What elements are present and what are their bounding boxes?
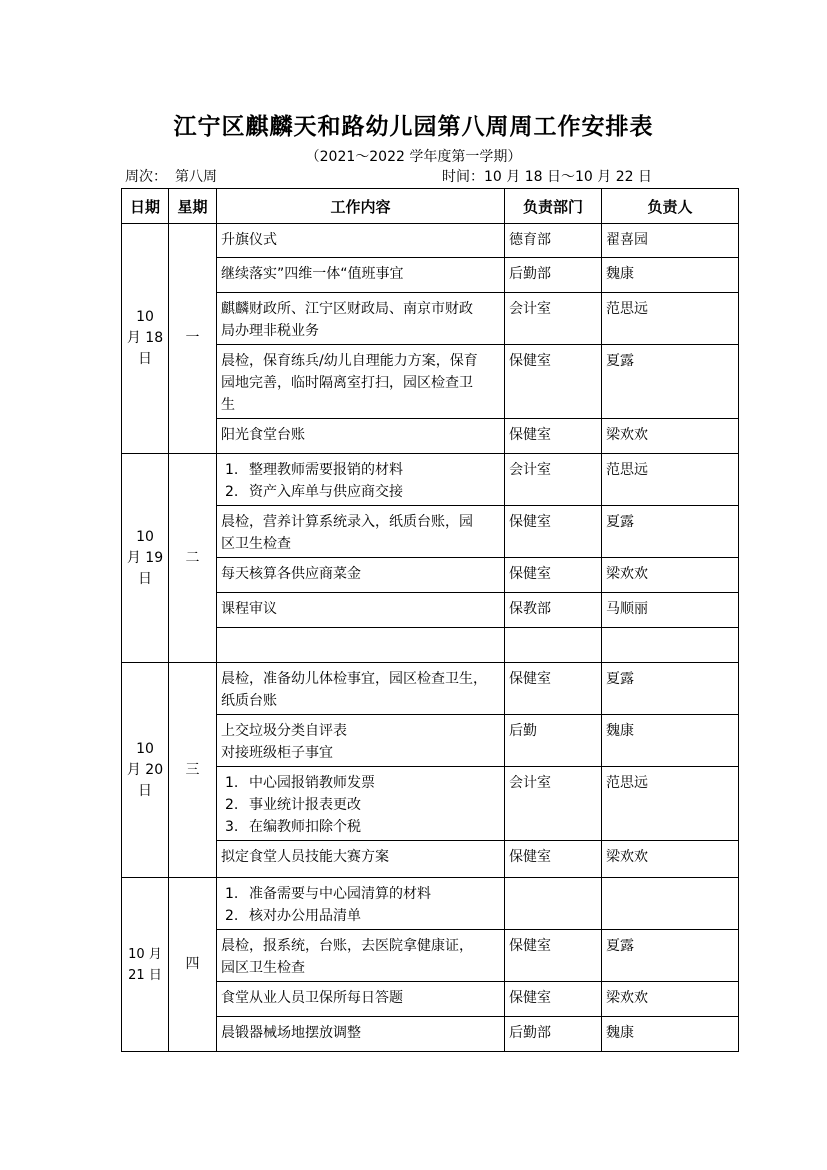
item-text: 中心园报销教师发票 (249, 775, 375, 791)
content-line: 纸质台账 (221, 693, 277, 709)
numbered-item (221, 481, 502, 503)
person-cell (602, 878, 739, 930)
content-cell (217, 930, 505, 982)
person-cell: 范思远 (602, 293, 739, 345)
content-cell (217, 841, 505, 878)
department-cell: 后勤部 (505, 258, 602, 293)
header-person: 负责人 (602, 189, 739, 224)
date-line: 10 (136, 740, 154, 757)
table-body (122, 224, 739, 1052)
content-cell (217, 628, 505, 663)
department-cell (505, 628, 602, 663)
header-department: 负责部门 (505, 189, 602, 224)
department-cell: 后勤 (505, 715, 602, 767)
content-line: 生 (221, 397, 235, 413)
content-cell (217, 293, 505, 345)
department-cell: 保健室 (505, 982, 602, 1017)
person-cell: 翟喜园 (602, 224, 739, 258)
content-cell (217, 419, 505, 454)
content-cell (217, 982, 505, 1017)
content-line: 拟定食堂人员技能大赛方案 (221, 849, 389, 865)
table-row (122, 454, 739, 506)
item-text: 整理教师需要报销的材料 (249, 462, 403, 478)
content-cell (217, 878, 505, 930)
content-line: 晨检，准备幼儿体检事宜，园区检查卫生， (221, 671, 487, 687)
weekday-cell: 一 (169, 224, 217, 454)
date-line: 10 (136, 528, 154, 545)
content-line: 晨锻器械场地摆放调整 (221, 1025, 361, 1041)
person-cell: 夏露 (602, 930, 739, 982)
date-line: 10 月 (128, 946, 162, 962)
week-label: 周次： (125, 169, 167, 185)
content-cell (217, 1017, 505, 1052)
person-cell: 范思远 (602, 767, 739, 841)
date-line: 月 18 (126, 330, 164, 346)
header-date: 日期 (122, 189, 169, 224)
content-line: 晨检，保育练兵/幼儿自理能力方案，保育 (221, 353, 478, 369)
person-cell: 夏露 (602, 506, 739, 558)
item-number: 3. (225, 819, 239, 835)
person-cell: 梁欢欢 (602, 841, 739, 878)
numbered-item (221, 459, 502, 481)
department-cell: 德育部 (505, 224, 602, 258)
content-line: 区卫生检查 (221, 536, 291, 552)
item-number: 1. (225, 775, 239, 791)
person-cell: 梁欢欢 (602, 558, 739, 593)
department-cell: 会计室 (505, 454, 602, 506)
weekday-cell: 三 (169, 663, 217, 878)
content-line: 课程审议 (221, 601, 277, 617)
content-cell (217, 558, 505, 593)
person-cell: 梁欢欢 (602, 419, 739, 454)
item-number: 1. (225, 462, 239, 478)
department-cell: 保健室 (505, 345, 602, 419)
department-cell: 后勤部 (505, 1017, 602, 1052)
numbered-item (221, 905, 502, 927)
header-weekday: 星期 (169, 189, 217, 224)
person-cell: 范思远 (602, 454, 739, 506)
content-line: 园地完善，临时隔离室打扫，园区检查卫 (221, 375, 473, 391)
time-label: 时间： (442, 169, 484, 185)
week-value: 第八周 (175, 169, 217, 185)
content-cell (217, 506, 505, 558)
department-cell (505, 878, 602, 930)
table-row (122, 878, 739, 930)
content-line: 上交垃圾分类自评表 (221, 723, 347, 739)
table-row (122, 224, 739, 258)
content-cell (217, 593, 505, 628)
item-number: 2. (225, 484, 239, 500)
person-cell: 魏康 (602, 258, 739, 293)
department-cell: 保健室 (505, 930, 602, 982)
content-line: 园区卫生检查 (221, 960, 305, 976)
date-cell (122, 454, 169, 663)
item-text: 在编教师扣除个税 (249, 819, 361, 835)
person-cell: 魏康 (602, 1017, 739, 1052)
content-cell (217, 663, 505, 715)
item-text: 资产入库单与供应商交接 (249, 484, 403, 500)
content-line: 升旗仪式 (221, 232, 277, 248)
date-line: 日 (138, 351, 152, 367)
content-cell (217, 767, 505, 841)
time-info (442, 166, 652, 186)
time-value: 10 月 18 日～10 月 22 日 (484, 169, 652, 185)
department-cell: 保健室 (505, 506, 602, 558)
schedule-table (121, 188, 739, 1052)
header-content: 工作内容 (217, 189, 505, 224)
numbered-item (221, 883, 502, 905)
content-cell (217, 224, 505, 258)
content-line: 晨检，营养计算系统录入，纸质台账，园 (221, 514, 473, 530)
content-cell (217, 258, 505, 293)
person-cell: 马顺丽 (602, 593, 739, 628)
numbered-item (221, 772, 502, 794)
date-cell (122, 224, 169, 454)
week-info (125, 166, 217, 186)
table-row (122, 663, 739, 715)
department-cell: 会计室 (505, 767, 602, 841)
content-line: 阳光食堂台账 (221, 427, 305, 443)
date-cell (122, 663, 169, 878)
content-cell (217, 715, 505, 767)
content-cell (217, 345, 505, 419)
department-cell: 保健室 (505, 419, 602, 454)
content-line: 食堂从业人员卫保所每日答题 (221, 990, 403, 1006)
person-cell: 魏康 (602, 715, 739, 767)
date-line: 日 (138, 782, 152, 799)
date-line: 月 19 (126, 549, 164, 566)
person-cell: 夏露 (602, 663, 739, 715)
weekday-cell: 四 (169, 878, 217, 1052)
document-title: 江宁区麒麟天和路幼儿园第八周周工作安排表 (173, 113, 654, 140)
date-line: 21 日 (128, 967, 162, 983)
weekday-cell: 二 (169, 454, 217, 663)
numbered-item (221, 794, 502, 816)
content-line: 麒麟财政所、江宁区财政局、南京市财政 (221, 301, 473, 317)
person-cell: 夏露 (602, 345, 739, 419)
content-line: 晨检，报系统，台账，去医院拿健康证， (221, 938, 473, 954)
date-line: 10 (136, 309, 154, 325)
numbered-item (221, 816, 502, 838)
department-cell: 保教部 (505, 593, 602, 628)
table-header-row (122, 189, 739, 224)
department-cell: 保健室 (505, 663, 602, 715)
department-cell: 会计室 (505, 293, 602, 345)
content-line: 局办理非税业务 (221, 323, 319, 339)
item-number: 2. (225, 797, 239, 813)
date-line: 日 (138, 570, 152, 587)
item-number: 2. (225, 908, 239, 924)
item-number: 1. (225, 886, 239, 902)
content-line: 继续落实”四维一体“值班事宜 (221, 266, 404, 282)
item-text: 准备需要与中心园清算的材料 (249, 886, 431, 902)
person-cell (602, 628, 739, 663)
item-text: 核对办公用品清单 (249, 908, 361, 924)
department-cell: 保健室 (505, 558, 602, 593)
content-line: 对接班级柜子事宜 (221, 745, 333, 761)
date-cell (122, 878, 169, 1052)
content-line: 每天核算各供应商菜金 (221, 566, 361, 582)
date-line: 月 20 (126, 761, 164, 778)
department-cell: 保健室 (505, 841, 602, 878)
person-cell: 梁欢欢 (602, 982, 739, 1017)
document-subtitle: （2021～2022 学年度第一学期） (305, 149, 522, 165)
content-cell (217, 454, 505, 506)
item-text: 事业统计报表更改 (249, 797, 361, 813)
